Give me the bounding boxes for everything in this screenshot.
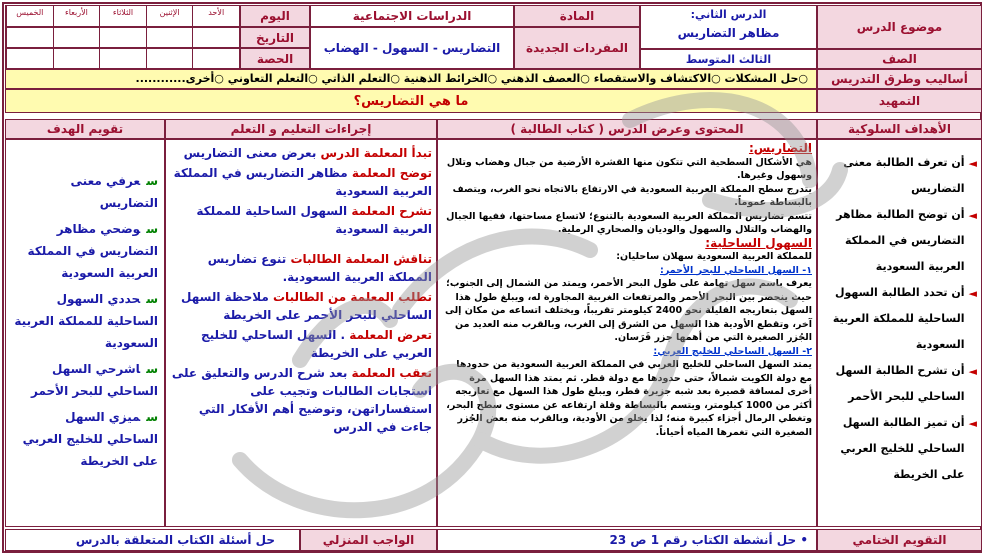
methods-label [817,69,982,89]
days-list [6,6,239,26]
subject-label [514,5,640,27]
goal-item [818,280,981,358]
goals-column [817,139,982,527]
procedure-item [166,288,436,324]
goal-item [818,150,981,202]
procedure-text: السهول الساحلية للمملكة العربية السعودية [196,204,432,236]
procedure-actor: تعقب المعلمة [351,366,432,380]
topic-label [817,5,982,49]
procedure-item [166,164,436,200]
procedure-text: مظاهر التضاريس في المملكة العربية السعودية [173,166,432,198]
content-subheading-red-sea: ١- السهل الساحلي للبحر الأحمر: [660,264,812,276]
evaluation-header-text: تقويم الهدف [46,122,124,136]
content-heading-relief: التضاريس: [748,141,812,155]
content-heading-coastal-plains: السهول الساحلية: [705,235,812,250]
content-header [437,119,817,139]
arrow-icon: ◄ [968,209,977,222]
day-tuesday: الثلاثاء [99,6,146,26]
date-row [5,27,240,48]
goal-text: أن تعرف الطالبة معنى التضاريس [843,156,965,195]
content-paragraph: يعرف باسم سهل تهامة على طول البحر الأحمر، ويمتد من الشمال إلى الجنوب؛ حيث ينحصر بين البحر الأحمر والمرتفعات الغربية المجاورة له، ويبلغ طول هذا السهل بتعاريجه القليلة نحو 2400 كيلومتر تقريباً، ويختلف اتساعه من مكان إلى آخر، وتقطع الأودية هذا السهل من الشرق إلى الغرب، وبالقرب منه العديد من الجُزر الصغيرة التي من أهمها جزر فَرَسان. [444,278,812,343]
evaluation-text: وضحي مظاهر التضاريس في المملكة العربية السعودية [27,222,158,280]
day-label [240,5,310,27]
subject-label-text: المادة [559,9,595,23]
content-paragraph: يمتد السهل الساحلي للخليج العربي في المملكة العربية السعودية من حدودها مع دولة الكويت شمالاً، حتى حدودها مع دولة قطر. ثم يمتد هذا السهل مرة أخرى لمسافة قصيرة بعد شبه جزيرة قطر، ويبلغ طول هذا السهل مع تعاريجه أكثر من 1000 كيلومتر، ويتسم بالبساطة وقلة ارتفاعه عن مستوى سطح البحر، وتغطي الرمال أجزاء كبيرة منه؛ لذا يخلو من الأودية، وبالقرب منه بعض الجُزر الصغيرة التي تغمرها المياه أحياناً. [446,359,812,438]
evaluation-item [6,406,164,472]
intro-label [817,89,982,113]
content-subheading-gulf: ٢- السهل الساحلي للخليج العربي: [653,345,812,357]
evaluation-header [5,119,165,139]
class-value-text: الثالث المتوسط [685,52,772,66]
procedure-item [166,250,436,286]
goal-text: أن تحدد الطالبة السهول الساحلية للمملكة العربية السعودية [832,286,965,351]
goal-text: أن تشرح الطالبة السهل الساحلي للبحر الأحمر [835,364,965,403]
final-eval-label-text: التقويم الختامي [852,533,947,547]
procedure-actor: تعرض المعلمة [349,328,432,342]
question-mark: س [146,292,158,306]
procedures-header [165,119,437,139]
question-mark: س [146,222,158,236]
class-value [640,49,817,69]
topic-label-text: موضوع الدرس [856,20,943,34]
vocab-label [514,27,640,69]
evaluation-text: حددي السهول الساحلية للمملكة العربية السعودية [14,292,158,350]
content-column [437,139,817,527]
vocab-value [310,27,514,69]
goal-item [818,358,981,410]
subject-value [310,5,514,27]
content-paragraph: هي الأشكال السطحية التي تتكون منها القشرة الأرضية من جبال وهضاب وتلال وسهول وغيرها. [446,156,812,181]
content-header-text: المحتوى وعرض الدرس ( كتاب الطالبة ) [510,122,744,136]
procedures-header-text: إجراءات التعليم و التعلم [230,122,372,136]
evaluation-text: عرفي معنى التضاريس [70,174,158,210]
lesson-title-cell [640,5,817,49]
procedure-actor: تطلب المعلمة من الطالبات [273,290,432,304]
evaluation-column [5,139,165,527]
procedures-column [165,139,437,527]
procedure-text: بعرض معنى التضاريس [183,146,321,160]
period-row [5,48,240,69]
arrow-icon: ◄ [968,417,977,430]
procedure-item [166,144,436,162]
question-mark: س [146,410,158,424]
homework-value: حل أسئلة الكتاب المتعلقة بالدرس [5,529,300,551]
goals-header [817,119,982,139]
period-label [240,48,310,69]
procedure-text: ملاحظة السهل الساحلي للبحر الأحمر على الخريطة [181,290,432,322]
question-mark: س [146,174,158,188]
goal-text: أن توضح الطالبة مظاهر التضاريس في المملكة العربية السعودية [836,208,965,273]
procedure-item [166,202,436,238]
lesson-name: مظاهر التضاريس [677,26,780,40]
evaluation-item [6,170,164,214]
day-thursday: الخميس [6,6,53,26]
goal-item [818,202,981,280]
procedure-actor: تناقش المعلمة الطالبات [290,252,432,266]
vocab-value-text: التضاريس - السهول - الهضاب [323,41,501,55]
homework-label [300,529,437,551]
subject-value-text: الدراسات الاجتماعية [352,9,472,23]
content-paragraph: يتدرج سطح المملكة العربية السعودية في الارتفاع بالاتجاه نحو الغرب، ويتصف بالبساطة عموماً. [452,183,812,208]
procedure-text: تنوع تضاريس المملكة العربية السعودية. [207,252,432,284]
content-paragraph: تتسم تضاريس المملكة العربية السعودية بالتنوع؛ لاتساع مساحتها، ففيها الجبال والهضاب والتلال والسهول والوديان والصحاري الرملية. [446,210,812,235]
vocab-label-text: المفردات الجديدة [526,41,628,55]
arrow-icon: ◄ [968,157,977,170]
intro-question: ما هي التضاريس؟ [353,93,469,109]
intro-label-text: التمهيد [878,94,921,108]
evaluation-item [6,288,164,354]
date-label [240,27,310,48]
question-mark: س [146,362,158,376]
arrow-icon: ◄ [968,365,977,378]
evaluation-text: ميزي السهل الساحلي للخليج العربي على الخريطة [22,410,158,468]
procedure-actor: توضح المعلمة [351,166,432,180]
evaluation-text: اشرحي السهل الساحلي للبحر الأحمر [30,362,158,398]
procedure-item [166,364,436,436]
day-sunday: الأحد [192,6,239,26]
content-paragraph: للمملكة العربية السعودية سهلان ساحليان: [616,251,812,262]
day-wednesday: الأربعاء [53,6,100,26]
goals-header-text: الأهداف السلوكية [848,122,951,136]
evaluation-item [6,358,164,402]
class-label-text: الصف [882,52,917,66]
methods-value: ○حل المشكلات ○الاكتشاف والاستقصاء ○العصف الذهني ○الخرائط الذهنية ○التعلم الذاتي ○التعلم التعاوني ○أخرى............ [5,69,817,89]
goal-item [818,410,981,488]
class-label [817,49,982,69]
procedure-actor: تبدأ المعلمة الدرس [320,146,432,160]
procedure-item [166,326,436,362]
procedure-text: بعد شرح الدرس والتعليق على استجابات الطالبات وتجيب على استفساراتهن، وتوضيح أهم الأفكار التي جاءت في الدرس [171,366,432,434]
goal-text: أن تميز الطالبة السهل الساحلي للخليج العربي على الخريطة [840,416,965,481]
procedure-actor: تشرح المعلمة [351,204,432,218]
methods-label-text: أساليب وطرق التدريس [831,72,968,86]
procedure-text: . السهل الساحلي للخليج العربي على الخريطة [201,328,432,360]
evaluation-item [6,218,164,284]
period-label-text: الحصة [256,51,294,66]
final-eval-value: • حل أنشطة الكتاب رقم 1 ص 23 [437,529,817,551]
final-eval-label [817,529,982,551]
arrow-icon: ◄ [968,287,977,300]
day-label-text: اليوم [260,9,290,23]
days-row [5,5,240,27]
intro-value [5,89,817,113]
homework-label-text: الواجب المنزلي [322,533,415,547]
date-label-text: التاريخ [255,30,295,45]
day-monday: الإثنين [146,6,193,26]
lesson-number: الدرس الثاني: [690,8,767,21]
